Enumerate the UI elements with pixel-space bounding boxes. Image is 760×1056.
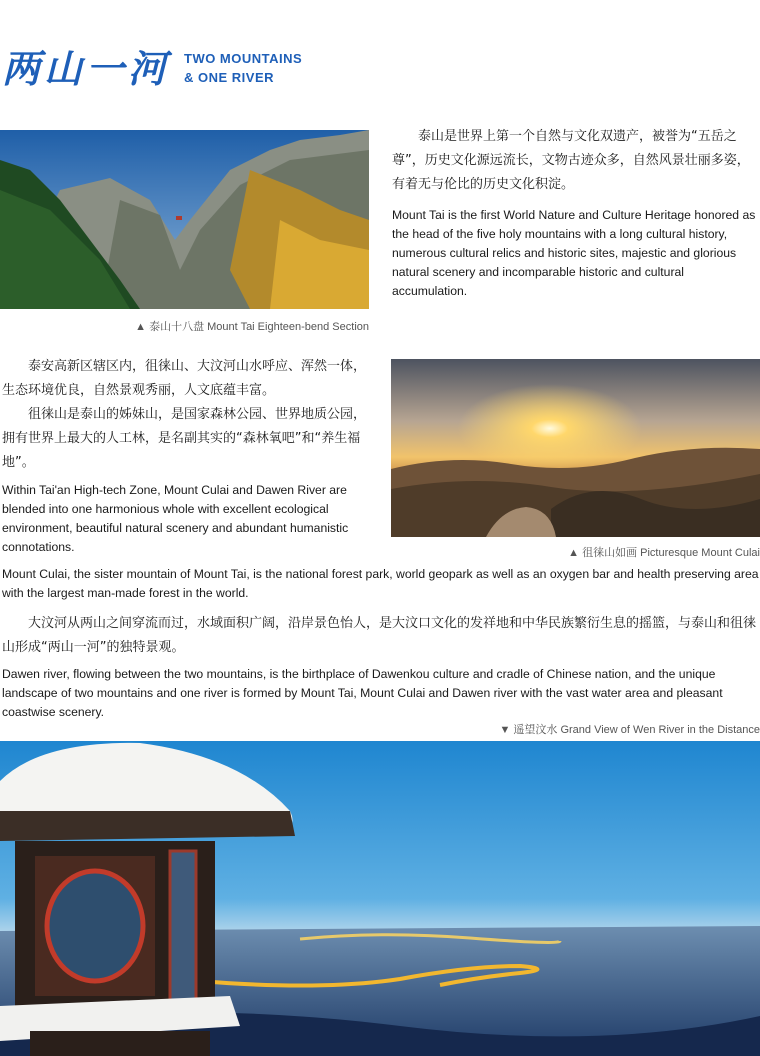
section1-text [392, 125, 760, 301]
page-title-cn: 两山一河 [2, 46, 171, 91]
section2-en1: Within Tai'an High-tech Zone, Mount Culai and Dawen River are blended into one harmonious whole with excellent ecological environment, beautiful natural scenery and abundant humanistic connotations. [2, 483, 349, 554]
photo-wen-river [0, 741, 760, 1056]
section2-en2: Mount Culai, the sister mountain of Mount Tai, is the national forest park, world geopark as well as an oxygen bar and health preserving area with the largest man-made forest in the world. [2, 567, 759, 600]
section3-cn: 大汶河从两山之间穿流而过，水域面积广阔，沿岸景色怡人，是大汶口文化的发祥地和中华民族繁衍生息的摇篮，与泰山和徂徕山形成“两山一河”的独特景观。 [2, 616, 757, 655]
section2-en2-block [2, 565, 760, 603]
title-en-line2: & ONE RIVER [184, 70, 275, 85]
caption-mount-culai: ▲ 徂徕山如画 Picturesque Mount Culai [568, 547, 760, 559]
photo-mount-tai [0, 130, 369, 309]
section2-text [2, 355, 368, 557]
section1-cn: 泰山是世界上第一个自然与文化双遗产，被誉为“五岳之尊”，历史文化源远流长，文物古迹众多，自然风景壮丽多姿，有着无与伦比的历史文化积淀。 [392, 129, 750, 192]
section3-en: Dawen river, flowing between the two mountains, is the birthplace of Dawenkou culture and cradle of Chinese nation, and the unique landscape of two mountains and one river is formed by Mount Tai, Mount Culai and Dawen river with the vast water area and pleasant coastwise scenery. [2, 667, 723, 719]
section2-cn2: 徂徕山是泰山的姊妹山，是国家森林公园、世界地质公园，拥有世界上最大的人工林，是名副其实的“森林氧吧”和“养生福地”。 [2, 407, 367, 470]
title-en-line1: TWO MOUNTAINS [184, 51, 303, 66]
photo-mount-culai [391, 359, 760, 537]
section1-en: Mount Tai is the first World Nature and Culture Heritage honored as the head of the five holy mountains with a long cultural history, numerous cultural relics and historic sites, majestic and glorious natural scenery and incomparable historic and cultural accumulation. [392, 208, 756, 298]
section3-text [2, 612, 760, 722]
caption-mount-tai: ▲ 泰山十八盘 Mount Tai Eighteen-bend Section [135, 321, 369, 333]
page-title-en [184, 49, 302, 87]
caption-wen-river: ▼ 遥望汶水 Grand View of Wen River in the Distance [499, 724, 760, 736]
section2-cn1: 泰安高新区辖区内，徂徕山、大汶河山水呼应、浑然一体，生态环境优良，自然景观秀丽，人文底蕴丰富。 [2, 359, 367, 398]
